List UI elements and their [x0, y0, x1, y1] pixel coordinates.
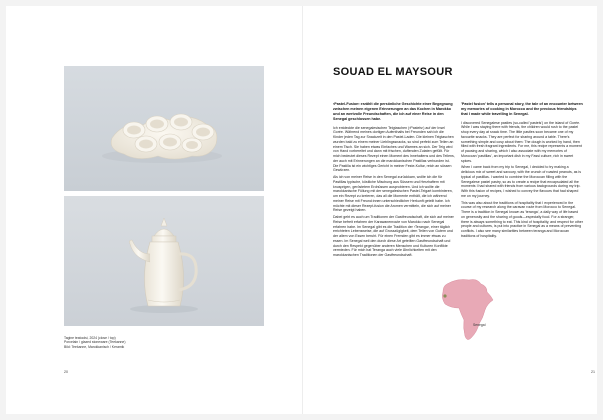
caption-line: Porcelain / glazed stoneware (Teekanne) [64, 340, 126, 345]
german-lead: ›Pastel-Fusion‹ erzählt die persönliche Geschichte einer Begegnung zwischen meinen eigenen Erinnerungen an das Kochen in Marokko und an wertvolle Freundschaften, die ich auf einer Reise in den Senegal geschlossen habe. [333, 102, 453, 121]
page-number-right: 21 [591, 370, 595, 374]
german-paragraph: Dabei geht es auch um Traditionen der Gastfreundschaft, die sich auf meiner Reise befreit erfahren der Karawanenroute von Marokko nach Senegal erfahren habe. Im Senegal gibt es die Tradition der ›Teranga‹, einer täglich errichteten Lebensweise, die auf Grosszügigkeit, dem Teilen von Gutem und der allem von Essen beruht. Für einen Fremden gibt es immer etwas zu essen. Im Senegal weil den durch diese Art geteilten Gastfreundschaft und durch den Respekt gegenüber anderen Menschen und Kulturen Konflikte vermieden. Für mich hat Teranga auch viele Ähnlichkeiten mit den marokkanischen Traditionen der Gastfreundschaft. [333, 215, 454, 258]
german-paragraph: Ich entdeckte die senegalesischen Teigtaschen (›Pastels‹) auf der Insel Gorée. Während meines dortigen Aufenthalts bei Freunden sah ich die Kinder jeden Tag zur Snackzeit in den Pastel-Laden. Die kleinen Teigtaschen wurden bald zu einem meiner Lieblingssnacks, so sind perfekt zum Teilen an einem Tisch. Sie haben etwas Einfaches und Warmes an sich. Der Teig wird von Hand vorbereitet und dann mit frischen, duftenden Zutaten gefüllt. Für mich bedeutet dieses Rezept einen Moment des Innehaltens und des Teilens, der auch mit Erinnerungen an die marokkanischen Pastillas verbunden ist. Die Pastilla ist ein wichtiges Gericht in meiner Feste-Kultur, reich an süssen Gewürzen. [333, 125, 455, 173]
caption-line: Tagine teatoolsi, 2024 (close / top) [64, 336, 116, 340]
photo-caption [64, 336, 184, 349]
page-number-left: 20 [64, 370, 68, 374]
artist-name-title: SOUAD EL MAYSOUR [333, 66, 453, 78]
africa-map-icon [437, 274, 497, 346]
english-text-column [461, 102, 583, 241]
caption-line: Bild: Teekanne, Marokkanisch / Keramik [64, 344, 125, 349]
senegal-marker [443, 294, 446, 297]
english-paragraph: When I came back from my trip to Senegal, I decided to try making a delicious mix of sweet and savoury, with the crunch of roasted peanuts, as is typical of pastillas. I wanted to combine the Moroccan filling with the Senegalese pastel pastry, so as to create a recipe that encapsulated all the moments I had shared with friends from various backgrounds during my trip. With this fusion of recipes, I wished to convey the flavours that had shaped me on my journey. [461, 165, 581, 198]
map-label-senegal: Senegal [473, 323, 486, 327]
german-text-column [333, 102, 455, 260]
german-paragraph: Als ich von meiner Reise in den Senegal zurückkam, wollte ich die für Pastillas typische, köstliche Mischung aus Süssem und Herzhaftem mit knusprigen, geröstetem Erdnüssen ausprobieren. Und ich wollte die marokkanische Füllung mit der senegalesischen Pastel-Teigart kombinieren, um ein Rezept zu kreieren, das all die Momente enthält, die ich während meiner Reise mit Freund:innen unterschiedlicher Herkunft geteilt habe. Ich möchte mit dieser Rezept-fusion die Aromen vermitteln, die sich auf meiner Reise gezeigt haben. [333, 175, 453, 213]
africa-map [437, 274, 497, 346]
teapot-illustration [64, 196, 264, 326]
english-paragraph: I discovered Senegalese pastles (so-called 'pastels') on the island of Gorée. While I was staying there with friends, the children would rush to the pastel shop every day at snack time. The little pastles soon became one of my favourite snacks. They are perfect for sharing around a table. There's something simple and cosy about them: The dough is worked by hand, then filled with fresh fragrant ingredients. For me, this recipe represents a moment of pausing and sharing, which I also associate with my memories of Moroccan 'pastillas', an important dish in my Fassi culture, rich in sweet spices. [461, 120, 582, 163]
photo-ceramic-teapot [64, 196, 264, 326]
book-spread [6, 6, 597, 414]
ceramic-cups-illustration [64, 66, 264, 191]
english-paragraph: This was also about the traditions of hospitality that I experienced in the course of my research along the caravan route from Morocco to Senegal. There is a tradition in Senegal known as 'teranga', a daily way of life based on generosity and the sharing of goods—especially food. For a stranger, there is always something to eat. This kind of hospitality, and respect for other people and cultures, is put into practice in Senegal as a means of preventing conflicts. I also see many similarities between teranga and Moroccan traditions of hospitality. [461, 200, 583, 238]
gutter [302, 6, 303, 414]
english-lead: 'Pastel fusion' tells a personal story, the tale of an encounter between my memories of cooking in Morocco and the precious friendships that I made while travelling in Senegal. [461, 102, 583, 116]
photo-ceramic-pastels [64, 66, 264, 191]
